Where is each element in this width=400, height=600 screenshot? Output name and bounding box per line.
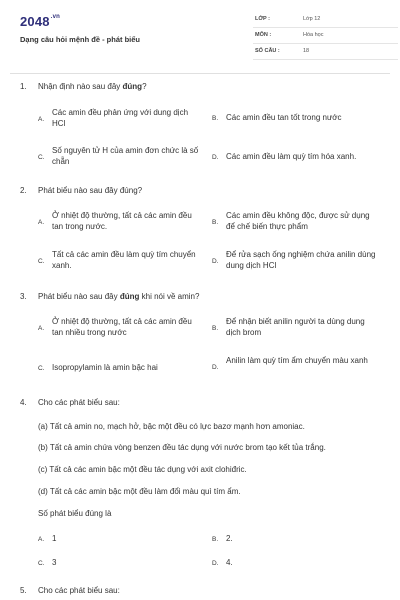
header-divider	[10, 73, 390, 74]
option-letter: C.	[38, 365, 45, 372]
option-text: 2.	[226, 534, 233, 543]
statement-d: (d) Tất cả các amin bậc một đều làm đổi màu quì tím ẩm.	[38, 487, 241, 496]
question-prompt: Số phát biểu đúng là	[38, 509, 112, 518]
option-text: 1	[52, 534, 57, 543]
question-emphasis: đúng	[122, 82, 143, 91]
question-text-part: khi nói về amin?	[139, 292, 200, 301]
question-text-part: Phát biểu nào sau đây	[38, 292, 120, 301]
option-letter: A.	[38, 219, 45, 226]
option-letter: A.	[38, 536, 45, 543]
meta-row-class	[253, 12, 398, 28]
option-letter: A.	[38, 116, 45, 123]
worksheet-title: Dạng câu hỏi mệnh đề - phát biểu	[20, 35, 141, 44]
option-letter: C.	[38, 154, 45, 161]
meta-label: SỐ CÂU :	[255, 48, 280, 54]
meta-value: Hóa học	[303, 32, 324, 38]
meta-label: LỚP :	[255, 16, 270, 22]
question-text	[38, 292, 199, 301]
statement-c: (c) Tất cả các amin bậc một đều tác dụng với axit clohiđric.	[38, 465, 247, 474]
question-number: 1.	[20, 82, 27, 91]
logo-text: 2048	[20, 14, 50, 29]
question-number: 2.	[20, 186, 27, 195]
meta-value: 18	[303, 48, 310, 54]
option-letter: B.	[212, 115, 219, 122]
option-text: Các amin đều không độc, được sử dụng để chế biến thực phẩm	[226, 211, 370, 231]
option-letter: D.	[212, 154, 219, 161]
option-letter: B.	[212, 536, 219, 543]
option-letter: A.	[38, 325, 45, 332]
option-text: 4.	[226, 558, 233, 567]
meta-value: Lớp 12	[303, 16, 321, 22]
option-letter: B.	[212, 219, 219, 226]
option-text: Anilin làm quỳ tím ẩm chuyển màu xanh	[226, 356, 368, 365]
option-letter: C.	[38, 258, 45, 265]
option-text: Ở nhiệt độ thường, tất cả các amin đều tan nhiều trong nước	[52, 317, 192, 337]
question-text	[38, 82, 147, 91]
option-text: Để rửa sạch ống nghiệm chứa anilin dùng dung dịch HCl	[226, 250, 376, 270]
option-text: Các amin đều làm quỳ tím hóa xanh.	[226, 152, 357, 161]
question-number: 5.	[20, 586, 27, 595]
logo-suffix: .vn	[50, 14, 61, 20]
option-text: Các amin đều phản ứng với dung dịch HCl	[52, 108, 189, 128]
option-letter: D.	[212, 364, 219, 371]
option-text: Tất cả các amin đều làm quỳ tím chuyển xanh.	[52, 250, 196, 270]
option-letter: B.	[212, 325, 219, 332]
option-text: Ở nhiệt độ thường, tất cả các amin đều tan trong nước.	[52, 211, 192, 231]
meta-label: MÔN :	[255, 32, 272, 38]
question-text: Phát biểu nào sau đây đúng?	[38, 186, 143, 195]
option-text: Số nguyên tử H của amin đơn chức là số chẵn	[52, 146, 199, 166]
question-number: 3.	[20, 292, 27, 301]
statement-b: (b) Tất cả amin chứa vòng benzen đều tác dụng với nước brom tạo kết tủa trắng.	[38, 443, 326, 452]
meta-row-count	[253, 44, 398, 60]
question-text-part: Nhận định nào sau đây	[38, 82, 123, 91]
option-text: Các amin đều tan tốt trong nước	[226, 113, 342, 122]
option-text: 3	[52, 558, 57, 567]
site-logo[interactable]	[20, 14, 60, 29]
option-letter: D.	[212, 560, 219, 567]
option-letter: D.	[212, 258, 219, 265]
question-text: Cho các phát biểu sau:	[38, 586, 120, 595]
question-emphasis: đúng	[119, 292, 140, 301]
worksheet-header	[20, 12, 380, 68]
meta-row-subject	[253, 28, 398, 44]
meta-info	[253, 12, 398, 60]
question-text: Cho các phát biểu sau:	[38, 398, 120, 407]
option-text: Để nhận biết anilin người ta dùng dung dịch brom	[226, 317, 365, 337]
question-text-part: ?	[142, 82, 147, 91]
option-text: Isopropylamin là amin bậc hai	[52, 363, 158, 372]
option-letter: C.	[38, 560, 45, 567]
question-number: 4.	[20, 398, 27, 407]
statement-a: (a) Tất cả amin no, mạch hở, bậc một đều có lực bazơ mạnh hơn amoniac.	[38, 422, 305, 431]
